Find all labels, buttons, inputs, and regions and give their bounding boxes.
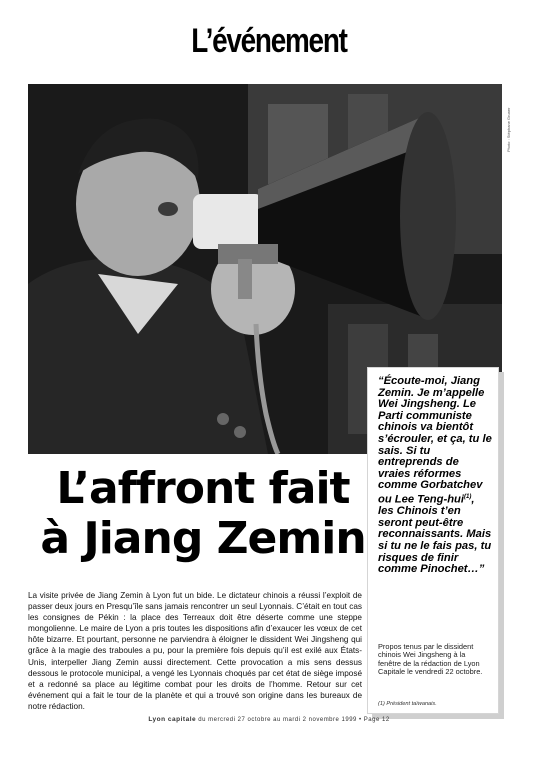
article-body: La visite privée de Jiang Zemin à Lyon fut un bide. Le dictateur chinois a réussi l’exploit de passer deux jours en Presqu’île sans jamais rencontrer un seul Lyonnais. C’était en tout cas les consignes de Pékin : la place des Terreaux doit être déserte comme une steppe mongolienne. Le maire de Lyon a pris toutes les dispositions afin d’exaucer les vœux de cet hôte bizarre. Et pourtant, personne ne parviendra à éloigner le dissident Wei Jingsheng qui grâce à la magie des traboules a pu, pour la première fois depuis qu’il est exilé aux États-Unis, interpeller Jiang Zemin aussi directement. Cette provocation a mis sens dessus dessous le protocole municipal, a vengé les Lyonnais choqués par cet état de siège imposé et a redonné sa place au légitime combat pour les droits de l’homme. Retour sur cet événement qui a fait le tour de la planète et qui a trouvé son origine dans les bureaux de notre rédaction. xyxy=(28,591,362,711)
photo-credit: Photo : Stéphane Gruner xyxy=(506,107,511,152)
quote-source: Propos tenus par le dissident chinois Wei Jingsheng à la fenêtre de la rédaction de Lyon Capitale le vendredi 22 octobre. xyxy=(378,642,483,677)
quote-box xyxy=(367,367,499,714)
footnote-marker: (1) xyxy=(463,493,472,500)
issue-dates: du mercredi 27 octobre au mardi 2 novembre 1999 • Page 12 xyxy=(198,717,390,723)
publication-name: Lyon capitale xyxy=(148,716,197,723)
section-title: L’événement xyxy=(191,22,347,60)
quote-part-1: “Écoute-moi, Jiang Zemin. Je m’appelle Wei Jingsheng. Le Parti communiste chinois va bientôt s’écrouler, et ça, tu le sais. Si tu entreprends de vraies réformes comme Gorbatchev ou Lee Teng-hui xyxy=(378,375,492,506)
headline-line-2: à Jiang Zemin xyxy=(40,513,366,564)
headline-line-1: L’affront fait xyxy=(56,463,350,514)
quote-footnote: (1) Président taïwanais. xyxy=(378,701,437,707)
page-footer xyxy=(0,716,538,723)
quote-part-2: , les Chinois t’en seront peut-être reconnaissants. Mais si tu ne le fais pas, tu risques de finir comme Pinochet…” xyxy=(378,493,492,576)
quote-text xyxy=(378,376,492,576)
headline xyxy=(28,464,378,564)
